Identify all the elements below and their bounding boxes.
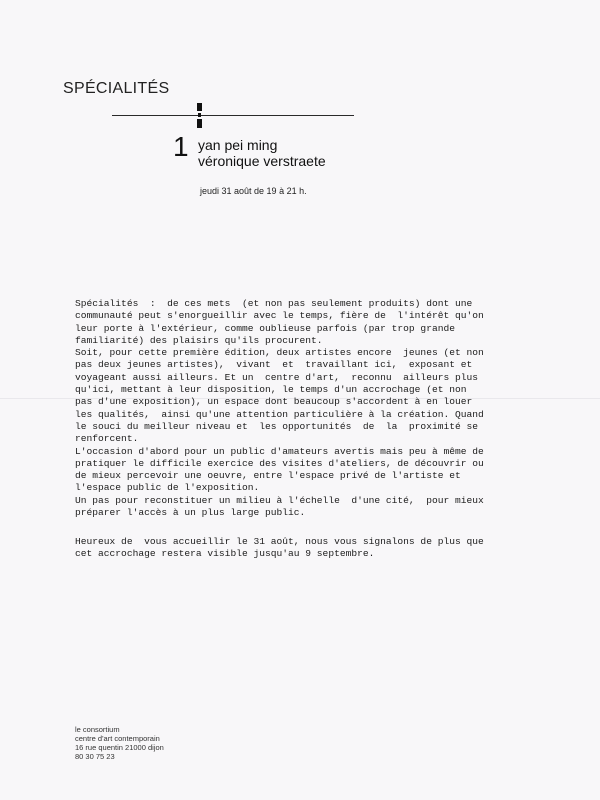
title-rule — [112, 115, 354, 116]
edition-number: 1 — [173, 131, 189, 162]
text-line: de mieux percevoir une oeuvre, entre l'espace privé de l'artiste et — [75, 470, 461, 482]
address-line: le consortium — [75, 725, 120, 734]
text-line: L'occasion d'abord pour un public d'amateurs avertis mais peu à même de — [75, 445, 484, 457]
text-line: le souci du meilleur niveau et les opportunités de la proximité se — [75, 420, 479, 432]
text-line: pas deux jeunes artistes), vivant et travaillant ici, exposant et — [75, 359, 473, 371]
text-line: familiarité) des plaisirs qu'ils procurent. — [75, 334, 323, 346]
text-line: leur porte à l'extérieur, comme oublieuse parfois (par trop grande — [75, 322, 455, 334]
text-line: l'espace public de l'exposition. — [75, 482, 260, 494]
text-line: voyageant aussi ailleurs. Et un centre d'art, reconnu ailleurs plus — [75, 371, 479, 383]
text-line: les qualités, ainsi qu'une attention particulière à la création. Quand — [75, 408, 484, 420]
text-line: Heureux de vous accueillir le 31 août, nous vous signalons de plus que — [75, 536, 484, 547]
address-line: centre d'art contemporain — [75, 734, 160, 743]
text-line: pas d'une exposition), un espace dont beaucoup s'accordent à en louer — [75, 396, 473, 408]
text-line: pratiquer le difficile exercice des visites d'ateliers, de découvrir ou — [75, 457, 484, 469]
text-line: renforcent. — [75, 433, 139, 445]
artist-names — [198, 137, 326, 169]
text-line: cet accrochage restera visible jusqu'au 9 septembre. — [75, 548, 375, 560]
text-line: communauté peut s'enorgueillir avec le temps, fière de l'intérêt qu'on — [75, 310, 484, 322]
text-line: préparer l'accès à un plus large public. — [75, 507, 306, 519]
text-line: qu'ici, mettant à leur disposition, le temps d'un accrochage (et non — [75, 384, 467, 396]
page-title: SPÉCIALITÉS — [63, 80, 170, 97]
artist-name: yan pei ming — [198, 137, 278, 153]
event-date: jeudi 31 août de 19 à 21 h. — [200, 186, 307, 196]
rule-marker — [197, 103, 202, 128]
closing-paragraph — [75, 536, 575, 561]
artist-name: véronique verstraete — [198, 153, 326, 169]
address-line: 16 rue quentin 21000 dijon — [75, 743, 164, 752]
sender-address — [75, 725, 164, 761]
text-line: Soit, pour cette première édition, deux artistes encore jeunes (et non — [75, 347, 484, 359]
body-paragraph — [75, 298, 575, 519]
address-line: 80 30 75 23 — [75, 752, 115, 761]
text-line: Un pas pour reconstituer un milieu à l'échelle d'une cité, pour mieux — [75, 494, 484, 506]
text-line: Spécialités : de ces mets (et non pas seulement produits) dont une — [75, 298, 473, 309]
